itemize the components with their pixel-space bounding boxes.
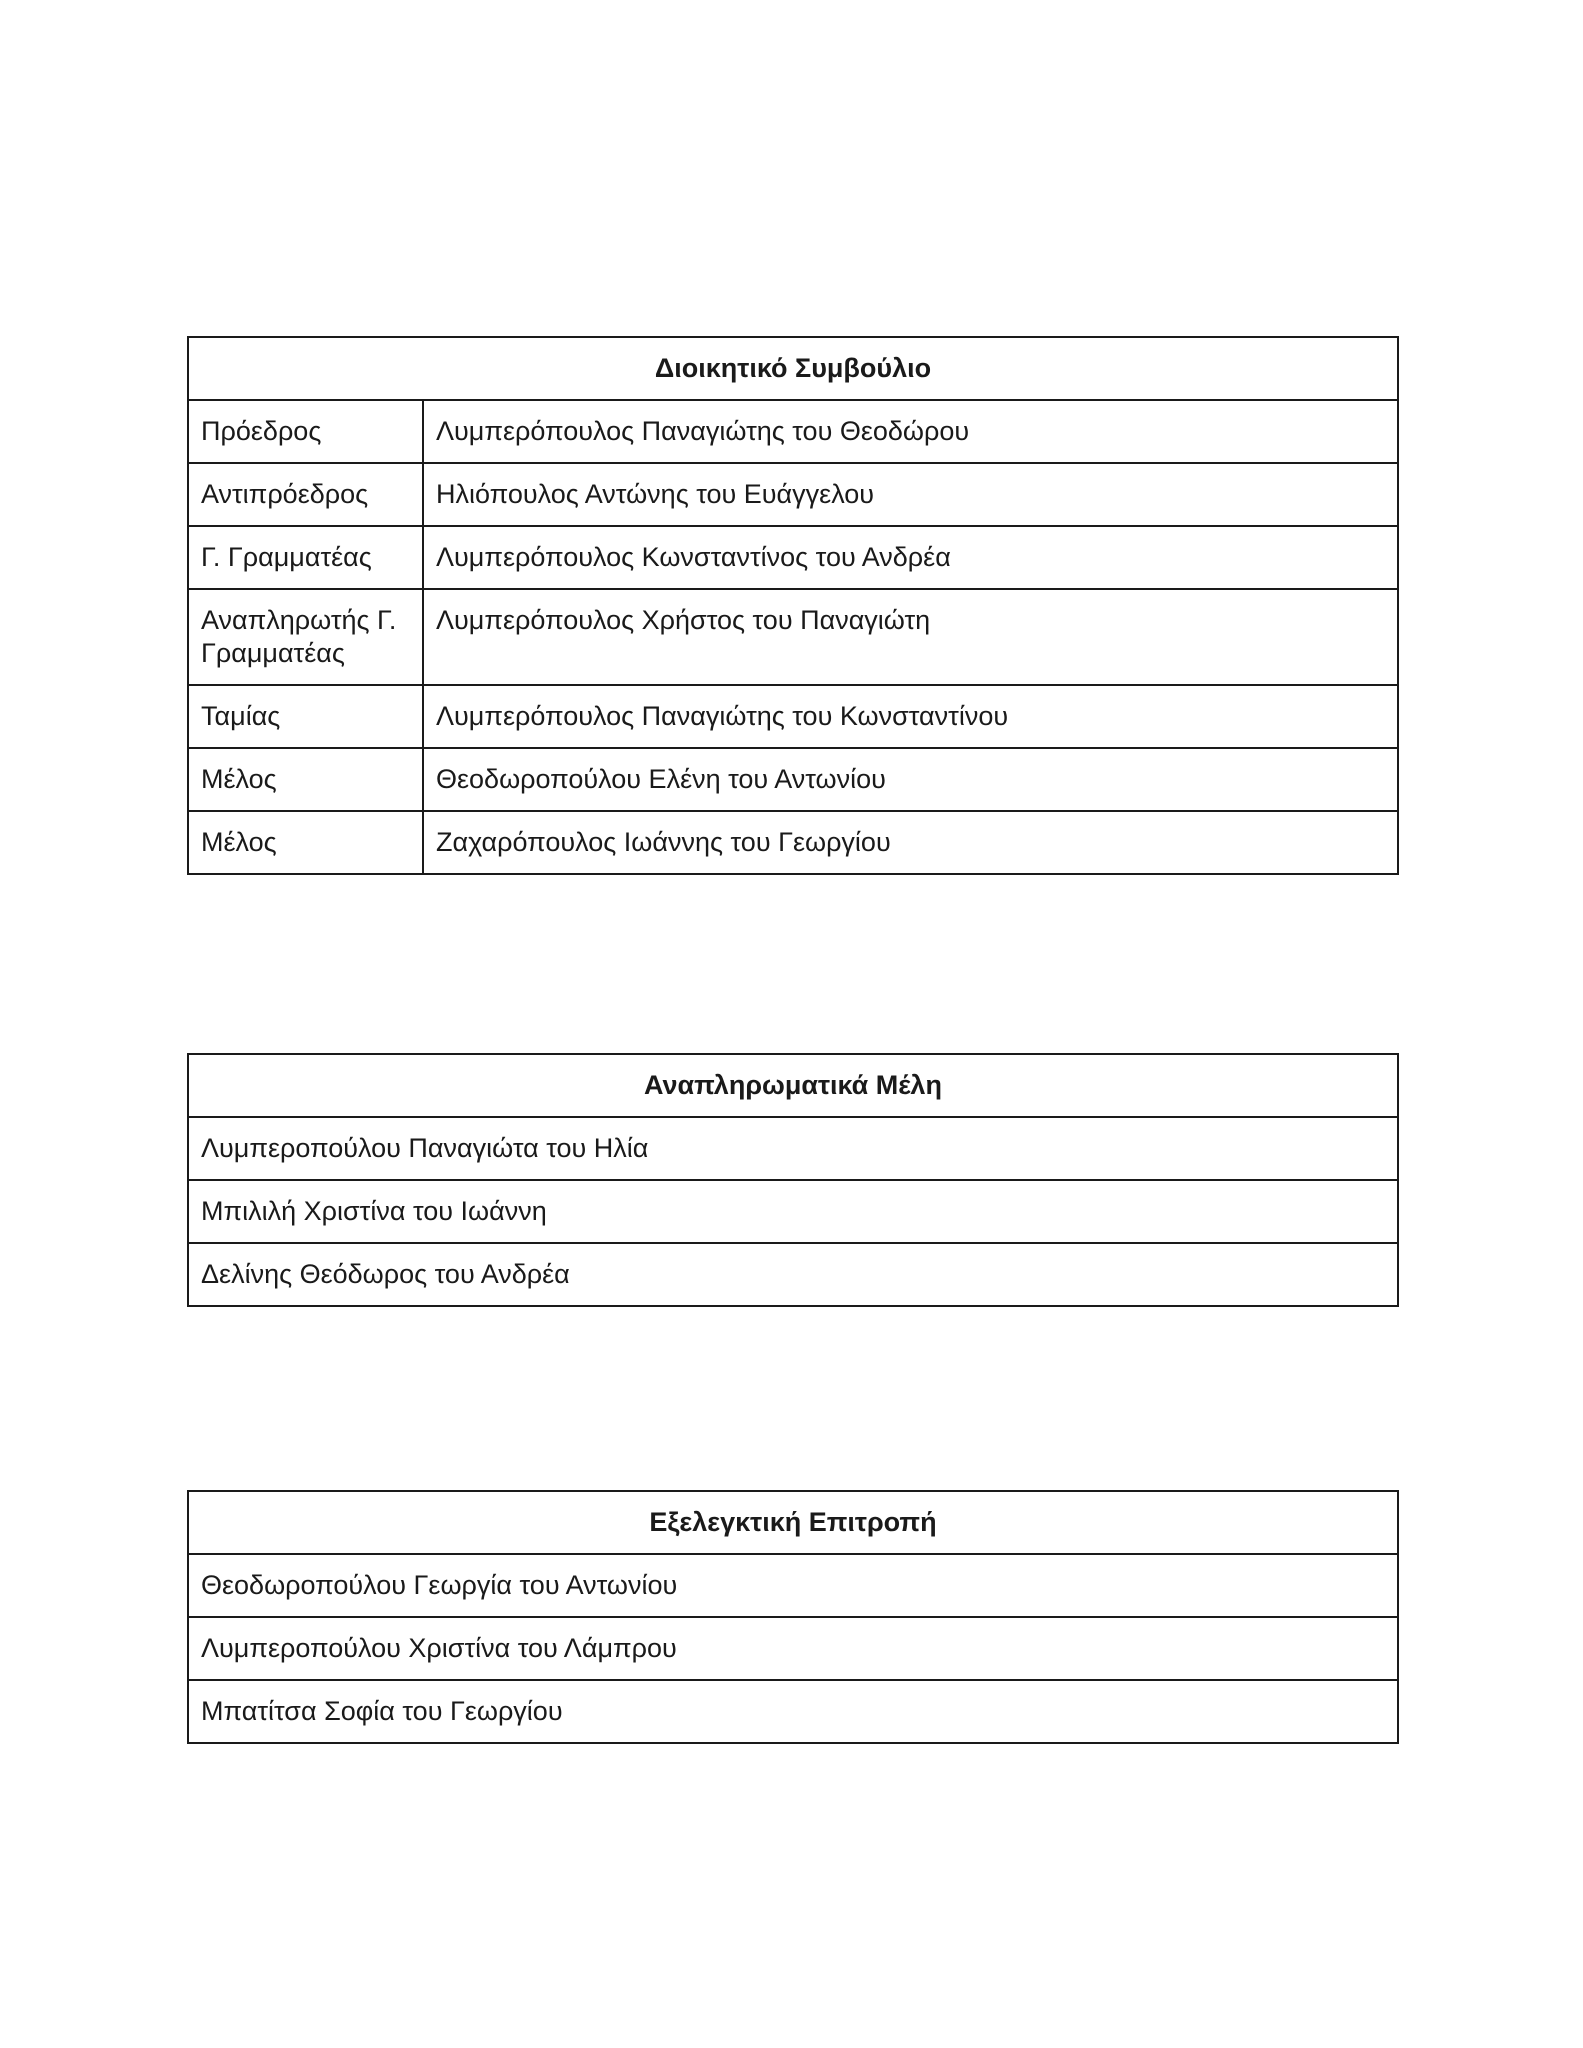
- table-row: [188, 1180, 1398, 1243]
- role-cell: Μέλος: [188, 811, 423, 874]
- name-cell: Λυμπερόπουλος Χρήστος του Παναγιώτη: [423, 589, 1398, 685]
- name-cell: Μπιλιλή Χριστίνα του Ιωάννη: [188, 1180, 1398, 1243]
- table-row: [188, 463, 1398, 526]
- name-cell: Δελίνης Θεόδωρος του Ανδρέα: [188, 1243, 1398, 1306]
- name-cell: Θεοδωροπούλου Ελένη του Αντωνίου: [423, 748, 1398, 811]
- table-row: [188, 748, 1398, 811]
- audit-committee-title: Εξελεγκτική Επιτροπή: [188, 1491, 1398, 1554]
- table-row: [188, 1243, 1398, 1306]
- table-row: [188, 1617, 1398, 1680]
- role-cell: Γ. Γραμματέας: [188, 526, 423, 589]
- name-cell: Λυμπεροπούλου Χριστίνα του Λάμπρου: [188, 1617, 1398, 1680]
- name-cell: Ζαχαρόπουλος Ιωάννης του Γεωργίου: [423, 811, 1398, 874]
- table-row: [188, 685, 1398, 748]
- table-row: [188, 1680, 1398, 1743]
- audit-committee-table: [187, 1490, 1399, 1744]
- role-cell: Μέλος: [188, 748, 423, 811]
- table-row: [188, 1554, 1398, 1617]
- role-cell: Πρόεδρος: [188, 400, 423, 463]
- board-table: [187, 336, 1399, 875]
- board-title: Διοικητικό Συμβούλιο: [188, 337, 1398, 400]
- role-cell: Αντιπρόεδρος: [188, 463, 423, 526]
- alternates-table: [187, 1053, 1399, 1307]
- table-row: [188, 589, 1398, 685]
- table-header-row: [188, 1491, 1398, 1554]
- table-row: [188, 526, 1398, 589]
- name-cell: Ηλιόπουλος Αντώνης του Ευάγγελου: [423, 463, 1398, 526]
- alternates-title: Αναπληρωματικά Μέλη: [188, 1054, 1398, 1117]
- table-row: [188, 811, 1398, 874]
- name-cell: Λυμπερόπουλος Κωνσταντίνος του Ανδρέα: [423, 526, 1398, 589]
- role-cell: Ταμίας: [188, 685, 423, 748]
- role-cell: Αναπληρωτής Γ. Γραμματέας: [188, 589, 423, 685]
- name-cell: Λυμπερόπουλος Παναγιώτης του Κωνσταντίνου: [423, 685, 1398, 748]
- table-row: [188, 400, 1398, 463]
- name-cell: Λυμπεροπούλου Παναγιώτα του Ηλία: [188, 1117, 1398, 1180]
- name-cell: Μπατίτσα Σοφία του Γεωργίου: [188, 1680, 1398, 1743]
- table-row: [188, 1117, 1398, 1180]
- table-header-row: [188, 1054, 1398, 1117]
- name-cell: Λυμπερόπουλος Παναγιώτης του Θεοδώρου: [423, 400, 1398, 463]
- name-cell: Θεοδωροπούλου Γεωργία του Αντωνίου: [188, 1554, 1398, 1617]
- table-header-row: [188, 337, 1398, 400]
